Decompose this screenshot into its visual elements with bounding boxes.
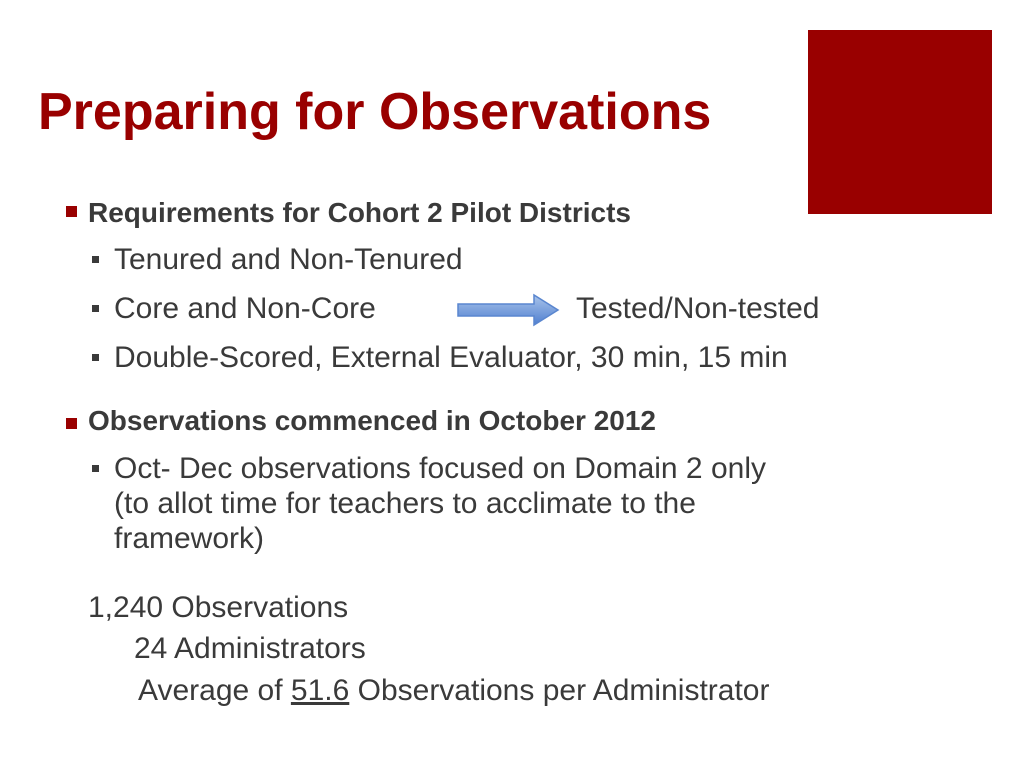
square-bullet-icon (92, 256, 99, 263)
list-item: Core and Non-Core (114, 292, 376, 325)
square-bullet-icon (92, 305, 99, 312)
list-item: Double-Scored, External Evaluator, 30 min, 15 min (114, 341, 788, 374)
list-item-line: Oct- Dec observations focused on Domain 2 only (114, 452, 766, 485)
list-item-line: (to allot time for teachers to acclimate to the (114, 487, 696, 520)
average-value: 51.6 (290, 674, 350, 707)
section-heading: Requirements for Cohort 2 Pilot Districts (88, 197, 631, 228)
accent-block (808, 30, 992, 214)
square-bullet-icon (92, 354, 99, 361)
right-arrow-icon (456, 293, 562, 327)
square-bullet-icon (92, 465, 99, 472)
section-heading: Observations commenced in October 2012 (88, 405, 656, 436)
observations-count: 1,240 Observations (88, 591, 349, 624)
list-item-continuation: Tested/Non-tested (576, 292, 820, 325)
slide-title: Preparing for Observations (38, 83, 712, 141)
list-item-line: framework) (114, 522, 265, 555)
administrators-count: 24 Administrators (134, 632, 366, 665)
average-line (138, 674, 769, 708)
list-item: Tenured and Non-Tenured (114, 243, 463, 276)
square-bullet-icon (66, 206, 77, 217)
average-prefix: Average of (138, 674, 291, 707)
square-bullet-icon (66, 418, 77, 429)
average-suffix: Observations per Administrator (349, 674, 770, 707)
